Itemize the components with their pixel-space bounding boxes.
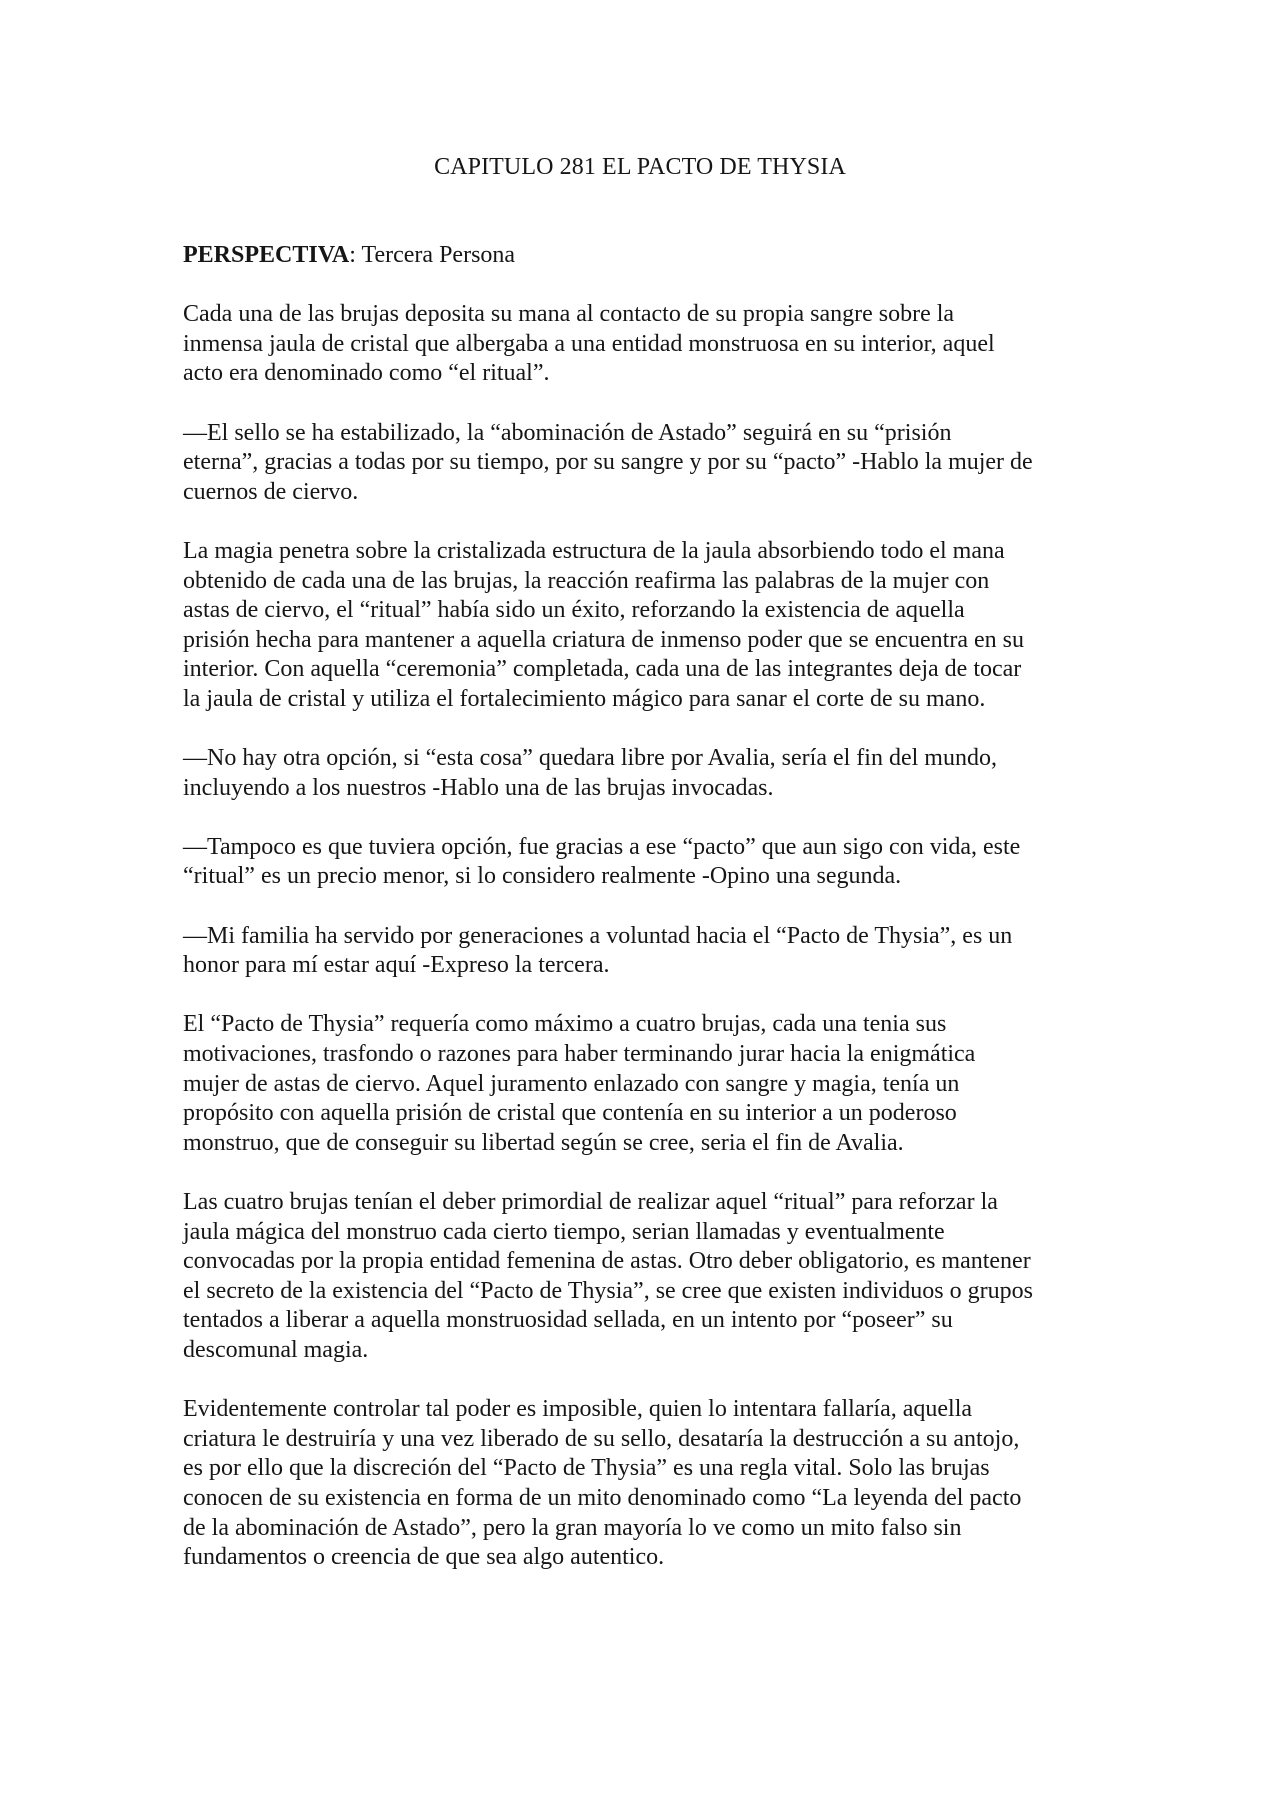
paragraph-line: el secreto de la existencia del “Pacto de Thysia”, se cree que existen individuos o grupos bbox=[183, 1277, 1033, 1304]
paragraph-line: cuernos de ciervo. bbox=[183, 478, 359, 505]
paragraph-line: tentados a liberar a aquella monstruosidad sellada, en un intento por “poseer” su bbox=[183, 1307, 953, 1334]
paragraph-line: —No hay otra opción, si “esta cosa” quedara libre por Avalia, sería el fin del mundo, bbox=[183, 745, 997, 772]
paragraph-line: astas de ciervo, el “ritual” había sido un éxito, reforzando la existencia de aquella bbox=[183, 597, 965, 624]
body-paragraph bbox=[183, 300, 1103, 389]
document-body bbox=[183, 241, 1103, 1602]
paragraph-line: prisión hecha para mantener a aquella criatura de inmenso poder que se encuentra en su bbox=[183, 626, 1024, 653]
paragraph-line: criatura le destruiría y una vez liberado de su sello, desataría la destrucción a su antojo, bbox=[183, 1425, 1020, 1452]
paragraph-line: motivaciones, trasfondo o razones para haber terminando jurar hacia la enigmática bbox=[183, 1041, 976, 1068]
perspective-value: : Tercera Persona bbox=[349, 242, 516, 268]
paragraph-line: —El sello se ha estabilizado, la “abominación de Astado” seguirá en su “prisión bbox=[183, 419, 952, 446]
paragraph-line: conocen de su existencia en forma de un mito denominado como “La leyenda del pacto bbox=[183, 1484, 1022, 1511]
paragraphs bbox=[183, 300, 1103, 1573]
paragraph-line: monstruo, que de conseguir su libertad según se cree, seria el fin de Avalia. bbox=[183, 1129, 904, 1156]
paragraph-line: obtenido de cada una de las brujas, la reacción reafirma las palabras de la mujer con bbox=[183, 567, 990, 594]
paragraph-line: Las cuatro brujas tenían el deber primordial de realizar aquel “ritual” para reforzar la bbox=[183, 1189, 998, 1215]
paragraph-line: acto era denominado como “el ritual”. bbox=[183, 360, 550, 387]
paragraph-line: eterna”, gracias a todas por su tiempo, por su sangre y por su “pacto” -Hablo la mujer de bbox=[183, 449, 1033, 476]
paragraph-line: de la abominación de Astado”, pero la gran mayoría lo ve como un mito falso sin bbox=[183, 1514, 962, 1541]
paragraph-line: Cada una de las brujas deposita su mana al contacto de su propia sangre sobre la bbox=[183, 301, 955, 328]
paragraph-line: incluyendo a los nuestros -Hablo una de las brujas invocadas. bbox=[183, 774, 774, 801]
paragraph-line: mujer de astas de ciervo. Aquel juramento enlazado con sangre y magia, tenía un bbox=[183, 1070, 960, 1097]
body-paragraph bbox=[183, 1395, 1103, 1573]
paragraph-line: jaula mágica del monstruo cada cierto tiempo, serian llamadas y eventualmente bbox=[183, 1218, 945, 1245]
body-paragraph bbox=[183, 1010, 1103, 1158]
paragraph-line: “ritual” es un precio menor, si lo considero realmente -Opino una segunda. bbox=[183, 863, 902, 890]
paragraph-line: honor para mí estar aquí -Expreso la tercera. bbox=[183, 952, 610, 979]
body-paragraph bbox=[183, 833, 1103, 892]
paragraph-line: propósito con aquella prisión de cristal que contenía en su interior a un poderoso bbox=[183, 1100, 957, 1127]
perspective-line bbox=[183, 241, 1103, 271]
paragraph-line: —Tampoco es que tuviera opción, fue gracias a ese “pacto” que aun sigo con vida, este bbox=[183, 833, 1021, 860]
chapter-title: CAPITULO 281 EL PACTO DE THYSIA bbox=[434, 154, 846, 180]
paragraph-line: descomunal magia. bbox=[183, 1336, 369, 1363]
body-paragraph bbox=[183, 1188, 1103, 1366]
body-paragraph bbox=[183, 744, 1103, 803]
paragraph-line: la jaula de cristal y utiliza el fortalecimiento mágico para sanar el corte de su mano. bbox=[183, 685, 986, 712]
body-paragraph bbox=[183, 922, 1103, 981]
paragraph-line: Evidentemente controlar tal poder es imposible, quien lo intentara fallaría, aquella bbox=[183, 1396, 973, 1423]
paragraph-line: es por ello que la discreción del “Pacto de Thysia” es una regla vital. Solo las brujas bbox=[183, 1455, 990, 1482]
paragraph-line: fundamentos o creencia de que sea algo autentico. bbox=[183, 1544, 665, 1571]
body-paragraph bbox=[183, 537, 1103, 715]
paragraph-line: interior. Con aquella “ceremonia” completada, cada una de las integrantes deja de tocar bbox=[183, 656, 1022, 683]
body-paragraph bbox=[183, 419, 1103, 508]
paragraph-line: inmensa jaula de cristal que albergaba a una entidad monstruosa en su interior, aquel bbox=[183, 330, 995, 357]
paragraph-line: El “Pacto de Thysia” requería como máximo a cuatro brujas, cada una tenia sus bbox=[183, 1011, 947, 1038]
paragraph-line: —Mi familia ha servido por generaciones a voluntad hacia el “Pacto de Thysia”, es un bbox=[183, 922, 1013, 949]
perspective-label: PERSPECTIVA bbox=[183, 242, 350, 268]
paragraph-line: convocadas por la propia entidad femenina de astas. Otro deber obligatorio, es mantener bbox=[183, 1248, 1031, 1275]
paragraph-line: La magia penetra sobre la cristalizada estructura de la jaula absorbiendo todo el mana bbox=[183, 537, 1005, 564]
